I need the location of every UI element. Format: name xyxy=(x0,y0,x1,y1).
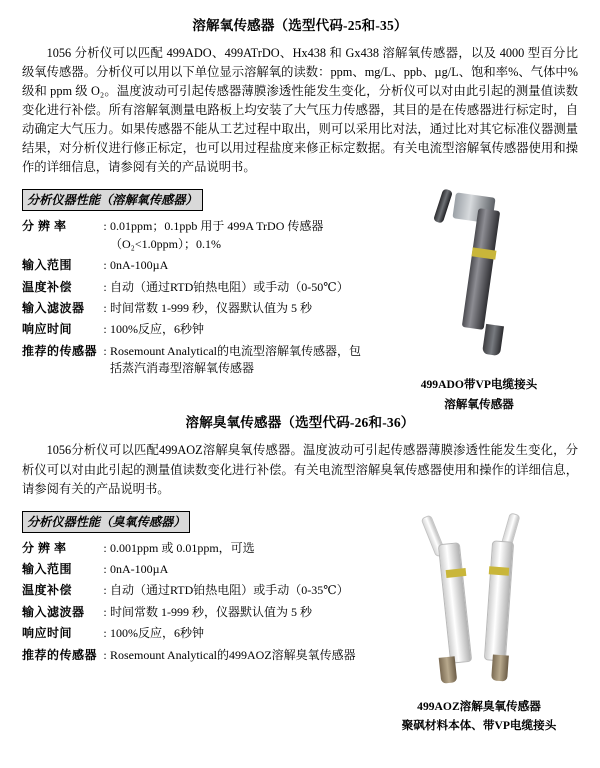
sensor-body-icon xyxy=(438,542,472,664)
spec-value: 0.001ppm 或 0.01ppm，可选 xyxy=(110,540,255,555)
spec-table-1 xyxy=(22,216,367,379)
spec-value: 0nA-100µA xyxy=(110,258,169,273)
figure-caption-line2: 聚砜材料本体、带VP电缆接头 xyxy=(401,718,557,732)
page-title-section-2: 溶解臭氧传感器（选型代码-26和-36） xyxy=(185,415,415,431)
spec-value: Rosemount Analytical的电流型溶解氧传感器，包括蒸汽消毒型溶解氧传感器 xyxy=(110,343,361,376)
spec-key: 响应时间 xyxy=(22,322,73,337)
spec-key: 分 辨 率 xyxy=(22,540,67,555)
spec-key: 输入范围 xyxy=(22,561,73,576)
table-row xyxy=(22,319,367,340)
table-row xyxy=(22,216,367,255)
spec-separator: : xyxy=(103,583,107,598)
spec-separator: : xyxy=(103,343,107,358)
spec-key: 分 辨 率 xyxy=(22,219,67,234)
spec-key: 输入滤波器 xyxy=(22,300,85,315)
cable-icon xyxy=(433,189,453,224)
figure-dissolved-ozone-sensor xyxy=(380,511,578,735)
spec-key: 响应时间 xyxy=(22,626,73,641)
spec-separator: : xyxy=(103,626,107,641)
table-row xyxy=(22,602,367,623)
spec-table-wrap-1 xyxy=(22,189,367,379)
spec-key: 推荐的传感器 xyxy=(22,647,98,662)
spec-block-section-2 xyxy=(22,511,578,732)
table-row xyxy=(22,580,367,601)
spec-table-wrap-2 xyxy=(22,511,367,666)
label-band-icon xyxy=(446,568,467,578)
spec-separator: : xyxy=(103,540,107,555)
sensor-tip-icon xyxy=(491,654,509,681)
table-row xyxy=(22,255,367,276)
spec-key: 温度补偿 xyxy=(22,279,73,294)
spec-value: 100%反应，6秒钟 xyxy=(110,626,204,641)
figure-caption-line1: 499AOZ溶解臭氧传感器 xyxy=(417,699,541,713)
spec-key: 输入滤波器 xyxy=(22,604,85,619)
spec-separator: : xyxy=(103,647,107,662)
spec-separator: : xyxy=(103,561,107,576)
spec-block-section-1 xyxy=(22,189,578,411)
spec-separator: : xyxy=(103,219,107,234)
spec-key: 输入范围 xyxy=(22,258,73,273)
sensor-photo-dissolved-oxygen xyxy=(384,189,574,374)
spec-header-1: 分析仪器性能（溶解氧传感器） xyxy=(22,189,203,211)
spec-value: 0.01ppm；0.1ppb 用于 499A TrDO 传感器（O₂<1.0ppm）；0.1% xyxy=(110,219,324,251)
spec-value: 自动（通过RTD铂热电阻）或手动（0-35℃） xyxy=(110,583,349,598)
spec-separator: : xyxy=(103,258,107,273)
table-row xyxy=(22,645,367,666)
sensor-body-icon xyxy=(462,208,500,330)
spec-separator: : xyxy=(103,279,107,294)
spec-key: 推荐的传感器 xyxy=(22,343,98,358)
spec-value: 100%反应，6秒钟 xyxy=(110,322,204,337)
spec-value: 时间常数 1-999 秒，仪器默认值为 5 秒 xyxy=(110,300,312,315)
spec-separator: : xyxy=(103,322,107,337)
sensor-tip-icon xyxy=(482,324,504,356)
table-row xyxy=(22,277,367,298)
figure-caption-line1: 499ADO带VP电缆接头 xyxy=(420,378,538,392)
spec-value: 自动（通过RTD铂热电阻）或手动（0-50℃） xyxy=(110,279,349,294)
spec-value: 0nA-100µA xyxy=(110,561,169,576)
page-title-section-1: 溶解氧传感器（选型代码-25和-35） xyxy=(192,18,408,33)
label-band-icon xyxy=(489,566,510,575)
table-row xyxy=(22,341,367,380)
intro-paragraph-section-2: 1056分析仪可以匹配499AOZ溶解臭氧传感器。温度波动可引起传感器薄膜渗透性能发生变化，分析仪可以对由此引起的测量值读数变化进行补偿。有关电流型溶解臭氧传感器使用和操作的详细信息，请参阅有关的产品说明书。 xyxy=(22,443,578,496)
sensor-photo-dissolved-ozone xyxy=(384,511,574,696)
figure-dissolved-oxygen-sensor xyxy=(380,189,578,413)
spec-key: 温度补偿 xyxy=(22,583,73,598)
sensor-body-icon xyxy=(484,540,514,661)
table-row xyxy=(22,298,367,319)
figure-caption-line2: 溶解氧传感器 xyxy=(444,397,514,411)
spec-value: Rosemount Analytical的499AOZ溶解臭氧传感器 xyxy=(110,647,356,662)
spec-header-2: 分析仪器性能（臭氧传感器） xyxy=(22,511,190,533)
spec-value: 时间常数 1-999 秒，仪器默认值为 5 秒 xyxy=(110,604,312,619)
sensor-tip-icon xyxy=(439,656,458,684)
table-row xyxy=(22,559,367,580)
spec-separator: : xyxy=(103,604,107,619)
table-row xyxy=(22,538,367,559)
intro-paragraph-section-1: 1056 分析仪可以匹配 499ADO、499ATrDO、Hx438 和 Gx438 溶解氧传感器，以及 4000 型百分比级氧传感器。分析仪可以用以下单位显示溶解氧的读数：ppm、mg/L、ppb、µg/L、饱和率%、气体中%级和 ppm 级 O₂。温度波动可引起传感器薄膜渗透性能发生变化，分析仪可以对由此引起的测量值读数变化进行补偿。所有溶解氧测量电路板上均安装了大气压力传感器，其目的是在传感器进行标定时，自动确定大气压力。如果传感器不能从工艺过程中取出，则可以采用比对法，通过比对其它标准仪器测量结果，对分析仪进行修正标定，也可以用过程盐度来修正标定数据。有关电流型溶解氧传感器使用和操作的详细信息，请参阅有关的产品说明书。 xyxy=(22,46,578,175)
spec-table-2 xyxy=(22,538,367,666)
spec-separator: : xyxy=(103,300,107,315)
table-row xyxy=(22,623,367,644)
